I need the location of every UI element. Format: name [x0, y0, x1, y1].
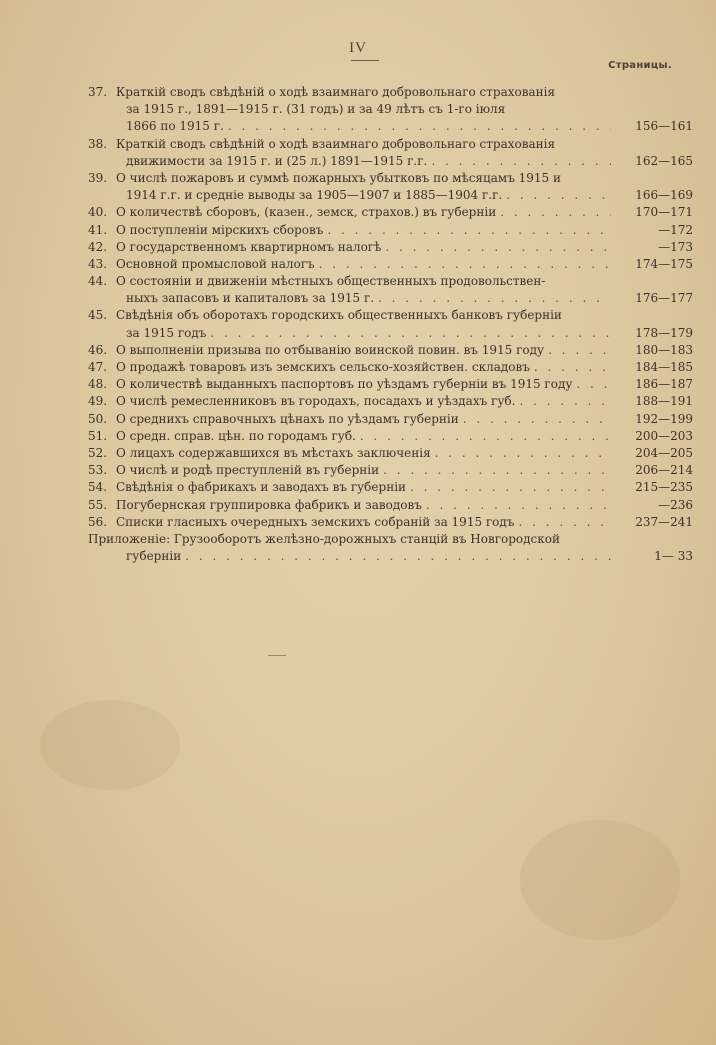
toc-entry-number: 46.	[88, 342, 108, 357]
toc-entry	[88, 342, 693, 359]
toc-entry	[88, 514, 693, 531]
leader-dots	[463, 411, 611, 428]
leader-dots	[319, 256, 611, 273]
leader-dots	[185, 548, 611, 565]
toc-line	[88, 136, 693, 153]
toc-entry	[88, 497, 693, 514]
toc-line	[88, 393, 693, 410]
toc-page-range: 215—235	[635, 480, 693, 495]
toc-line	[88, 273, 693, 290]
toc-entry	[88, 445, 693, 462]
leader-dots	[576, 376, 611, 393]
toc-entry-title: 1866 по 1915 г.	[126, 119, 224, 134]
leader-dots	[431, 153, 611, 170]
toc-page-range: 156—161	[635, 119, 693, 134]
toc-page-range: 1— 33	[654, 549, 693, 564]
toc-page-range: 237—241	[635, 514, 693, 529]
toc-entry-title: О числѣ и родѣ преступленій въ губерніи	[116, 463, 380, 478]
toc-line	[88, 548, 693, 565]
toc-entry	[88, 84, 693, 136]
toc-page-range: 180—183	[635, 342, 693, 357]
toc-entry-number: 50.	[88, 411, 108, 426]
toc-entry-title: О выполненіи призыва по отбыванію воинской повин. въ 1915 году	[116, 342, 545, 357]
toc-entry	[88, 273, 693, 307]
leader-dots	[435, 445, 611, 462]
toc-line	[88, 153, 693, 170]
paper-stain	[520, 820, 680, 940]
toc-entry-title: Основной промысловой налогъ	[116, 256, 315, 271]
toc-line	[88, 256, 693, 273]
toc-page-range: 170—171	[635, 205, 693, 220]
toc-entry	[88, 393, 693, 410]
leader-dots	[426, 497, 611, 514]
table-of-contents	[88, 84, 693, 565]
toc-page-range: —172	[658, 222, 693, 237]
toc-entry-number: 51.	[88, 428, 108, 443]
toc-line	[88, 479, 693, 496]
toc-line	[88, 170, 693, 187]
toc-entry-number: 49.	[88, 394, 108, 409]
toc-entry	[88, 428, 693, 445]
toc-entry-title: Свѣдѣнія о фабрикахъ и заводахъ въ губерніи	[116, 480, 407, 495]
toc-entry-title: О числѣ пожаровъ и суммѣ пожарныхъ убытковъ по мѣсяцамъ 1915 и	[116, 170, 561, 185]
toc-page-range: 178—179	[635, 325, 693, 340]
toc-entry	[88, 462, 693, 479]
toc-entry-number: 55.	[88, 497, 108, 512]
toc-line	[88, 325, 693, 342]
toc-line	[88, 187, 693, 204]
toc-entry-title: О среднихъ справочныхъ цѣнахъ по уѣздамъ губерніи	[116, 411, 459, 426]
paper-stain	[40, 700, 180, 790]
toc-entry-title: О лицахъ содержавшихся въ мѣстахъ заключенія	[116, 445, 431, 460]
toc-line	[88, 101, 693, 118]
toc-entry-number: 56.	[88, 514, 108, 529]
leader-dots	[385, 239, 611, 256]
leader-dots	[534, 359, 611, 376]
toc-entry-title: ныхъ запасовъ и капиталовъ за 1915 г.	[126, 291, 375, 306]
toc-line	[88, 239, 693, 256]
toc-entry	[88, 256, 693, 273]
toc-entry-number: 47.	[88, 360, 108, 374]
toc-line	[88, 342, 693, 359]
toc-line	[88, 118, 693, 135]
toc-entry-title: Краткій сводъ свѣдѣній о ходѣ взаимнаго добровольнаго страхованія	[116, 85, 556, 99]
toc-line	[88, 204, 693, 221]
toc-page-range: 162—165	[635, 153, 693, 168]
header-rule	[351, 60, 379, 61]
toc-entry-title: 1914 г.г. и средніе выводы за 1905—1907 и 1885—1904 г.г.	[126, 188, 503, 203]
leader-dots	[383, 462, 611, 479]
toc-entry-title: О средн. справ. цѣн. по городамъ губ.	[116, 428, 356, 443]
bottom-rule	[268, 655, 286, 656]
toc-entry	[88, 204, 693, 221]
leader-dots	[548, 342, 611, 359]
toc-entry	[88, 136, 693, 170]
toc-entry-title: О состояніи и движеніи мѣстныхъ общественныхъ продовольствен-	[116, 274, 546, 289]
toc-entry	[88, 239, 693, 256]
toc-entry-title: О количествѣ выданныхъ паспортовъ по уѣздамъ губерніи въ 1915 году	[116, 377, 573, 392]
toc-entry-title: Краткій сводъ свѣдѣній о ходѣ взаимнаго добровольнаго страхованія	[116, 136, 556, 151]
leader-dots	[228, 118, 611, 135]
toc-line	[88, 514, 693, 531]
toc-page-range: 206—214	[635, 463, 693, 478]
toc-entry-number: 48.	[88, 377, 108, 392]
toc-entry	[88, 479, 693, 496]
toc-line	[88, 445, 693, 462]
toc-page-range: 176—177	[635, 291, 693, 306]
leader-dots	[360, 428, 611, 445]
leader-dots	[410, 479, 611, 496]
toc-entry-number: 54.	[88, 480, 108, 495]
toc-page-range: 192—199	[635, 411, 693, 426]
toc-entry-number: 43.	[88, 256, 108, 271]
toc-line	[88, 376, 693, 393]
toc-line	[88, 531, 693, 548]
toc-entry-title: О количествѣ сборовъ, (казен., земск, страхов.) въ губерніи	[116, 205, 497, 220]
toc-line	[88, 359, 693, 376]
toc-page-range: 204—205	[635, 445, 693, 460]
toc-entry	[88, 376, 693, 393]
toc-page-range: 174—175	[635, 256, 693, 271]
toc-entry-title: О продажѣ товаровъ изъ земскихъ сельско-хозяйствен. складовъ	[116, 360, 530, 374]
leader-dots	[210, 325, 611, 342]
toc-page-range: —173	[658, 239, 693, 254]
pages-column-header: Страницы.	[608, 60, 672, 71]
toc-entry	[88, 170, 693, 204]
toc-page-range: 200—203	[635, 428, 693, 443]
toc-entry-number: 42.	[88, 239, 108, 254]
toc-page-range: 184—185	[635, 360, 693, 374]
toc-entry-title: Свѣдѣнія объ оборотахъ городскихъ общественныхъ банковъ губерніи	[116, 308, 562, 323]
leader-dots	[519, 393, 611, 410]
toc-entry-title: движимости за 1915 г. и (25 л.) 1891—1915 г.г.	[126, 153, 428, 168]
toc-entry-number: 39.	[88, 170, 108, 185]
toc-entry-title: О числѣ ремесленниковъ въ городахъ, посадахъ и уѣздахъ губ.	[116, 394, 516, 409]
toc-page-range: 186—187	[635, 377, 693, 392]
toc-entry-title: Погубернская группировка фабрикъ и заводовъ	[116, 497, 422, 512]
toc-entry-number: 41.	[88, 222, 108, 237]
toc-entry-title: О государственномъ квартирномъ налогѣ	[116, 239, 382, 254]
leader-dots	[506, 187, 611, 204]
leader-dots	[327, 222, 611, 239]
toc-line	[88, 428, 693, 445]
toc-line	[88, 84, 693, 101]
leader-dots	[518, 514, 611, 531]
toc-entry-number: 40.	[88, 205, 108, 220]
toc-page-range: 188—191	[635, 394, 693, 409]
toc-appendix	[88, 531, 693, 565]
toc-line	[88, 222, 693, 239]
toc-entry-title: губерніи	[126, 549, 182, 564]
toc-entry-number: 53.	[88, 463, 108, 478]
toc-entry-title: О поступленіи мірскихъ сборовъ	[116, 222, 324, 237]
toc-line	[88, 411, 693, 428]
toc-entry	[88, 222, 693, 239]
toc-line	[88, 462, 693, 479]
leader-dots	[500, 204, 611, 221]
toc-entry-number: 45.	[88, 308, 108, 323]
toc-entry-number: 44.	[88, 274, 108, 289]
toc-line	[88, 497, 693, 514]
toc-entry	[88, 411, 693, 428]
toc-entry	[88, 307, 693, 341]
toc-line	[88, 290, 693, 307]
toc-entry-number: 37.	[88, 85, 108, 99]
toc-entry	[88, 359, 693, 376]
toc-page-range: 166—169	[635, 188, 693, 203]
toc-entry-title: за 1915 годъ	[126, 325, 207, 340]
toc-entry-title: Приложеніе: Грузооборотъ желѣзно-дорожныхъ станцій въ Новгородской	[88, 531, 560, 546]
toc-page-range: —236	[658, 497, 693, 512]
toc-entry-title: за 1915 г., 1891—1915 г. (31 годъ) и за 49 лѣтъ съ 1-го іюля	[126, 102, 506, 117]
toc-line	[88, 307, 693, 324]
toc-entry-number: 52.	[88, 445, 108, 460]
leader-dots	[378, 290, 611, 307]
toc-entry-number: 38.	[88, 136, 108, 151]
page-number: IV	[349, 40, 367, 56]
toc-entry-title: Списки гласныхъ очередныхъ земскихъ собраній за 1915 годъ	[116, 514, 515, 529]
